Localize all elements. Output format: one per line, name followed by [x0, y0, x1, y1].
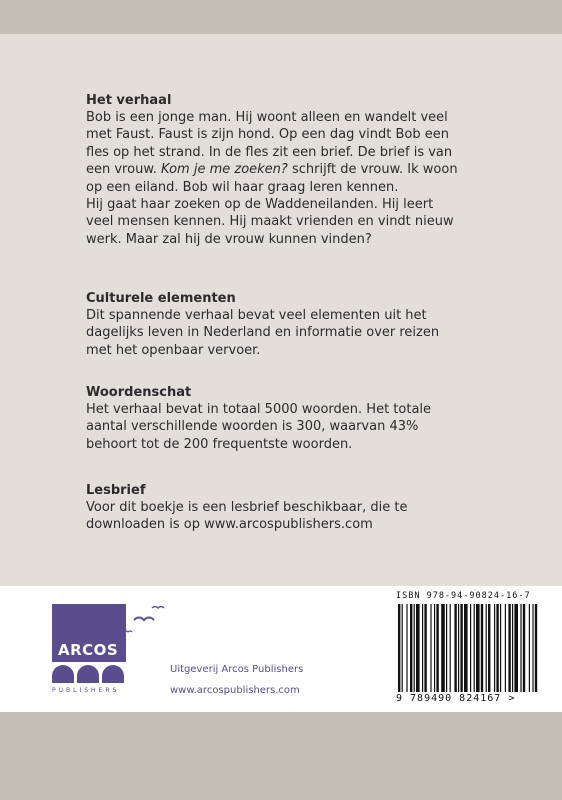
arch-shape [102, 665, 124, 683]
top-border-band [0, 0, 562, 34]
publisher-name: Uitgeverij Arcos Publishers [170, 664, 304, 675]
section-woordenschat [86, 384, 506, 453]
bottom-border-band [0, 712, 562, 800]
line-start: een vrouw. [86, 162, 162, 178]
publisher-url: www.arcospublishers.com [170, 685, 300, 696]
section-culturele-elementen [86, 290, 506, 359]
section-line: Het verhaal bevat in totaal 5000 woorden. Het totale [86, 402, 432, 417]
section-het-verhaal [86, 92, 506, 248]
logo-word: ARCOS [58, 641, 119, 659]
section-line: met Faust. Faust is zijn hond. Op een dag vindt Bob een [86, 127, 449, 143]
arch-shape [77, 665, 99, 683]
section-line: fles op het strand. In de fles zit een brief. De brief is van [86, 144, 453, 160]
section-line [86, 161, 506, 178]
logo-subtitle: PUBLISHERS [52, 687, 120, 694]
section-line: veel mensen kennen. Hij maakt vrienden en vindt nieuw [86, 214, 454, 230]
section-line: Dit spannende verhaal bevat veel elementen uit het [86, 308, 427, 323]
section-heading: Lesbrief [86, 483, 146, 498]
section-line: Hij gaat haar zoeken op de Waddeneilanden. Hij leert [86, 197, 434, 213]
section-line: Voor dit boekje is een lesbrief beschikbaar, die te [86, 500, 408, 515]
section-heading: Culturele elementen [86, 291, 236, 306]
section-line: dagelijks leven in Nederland en informatie over reizen [86, 325, 440, 341]
logo-square [52, 604, 126, 662]
isbn-label: ISBN 978-94-90824-16-7 [396, 591, 531, 601]
birds-icon [122, 600, 172, 640]
line-end: schrijft de vrouw. Ik woon [287, 162, 458, 178]
blurb-panel [0, 34, 562, 586]
barcode-icon [396, 604, 540, 692]
section-line: behoort tot de 200 frequentste woorden. [86, 436, 353, 452]
section-heading: Het verhaal [86, 93, 172, 108]
section-heading: Woordenschat [86, 385, 192, 400]
logo-arches [52, 665, 136, 683]
italic-quote: Kom je me zoeken? [161, 162, 288, 178]
section-line: met het openbaar vervoer. [86, 342, 261, 358]
arch-shape [52, 665, 74, 683]
section-lesbrief [86, 482, 506, 534]
section-line: downloaden is op www.arcospublishers.com [86, 517, 373, 533]
section-line: op een eiland. Bob wil haar graag leren kennen. [86, 179, 399, 195]
section-line: Bob is een jonge man. Hij woont alleen en wandelt veel [86, 110, 448, 125]
ean-digits: 9 789490 824167 > [396, 693, 516, 704]
section-line: werk. Maar zal hij de vrouw kunnen vinden? [86, 231, 372, 247]
section-line: aantal verschillende woorden is 300, waarvan 43% [86, 419, 419, 435]
